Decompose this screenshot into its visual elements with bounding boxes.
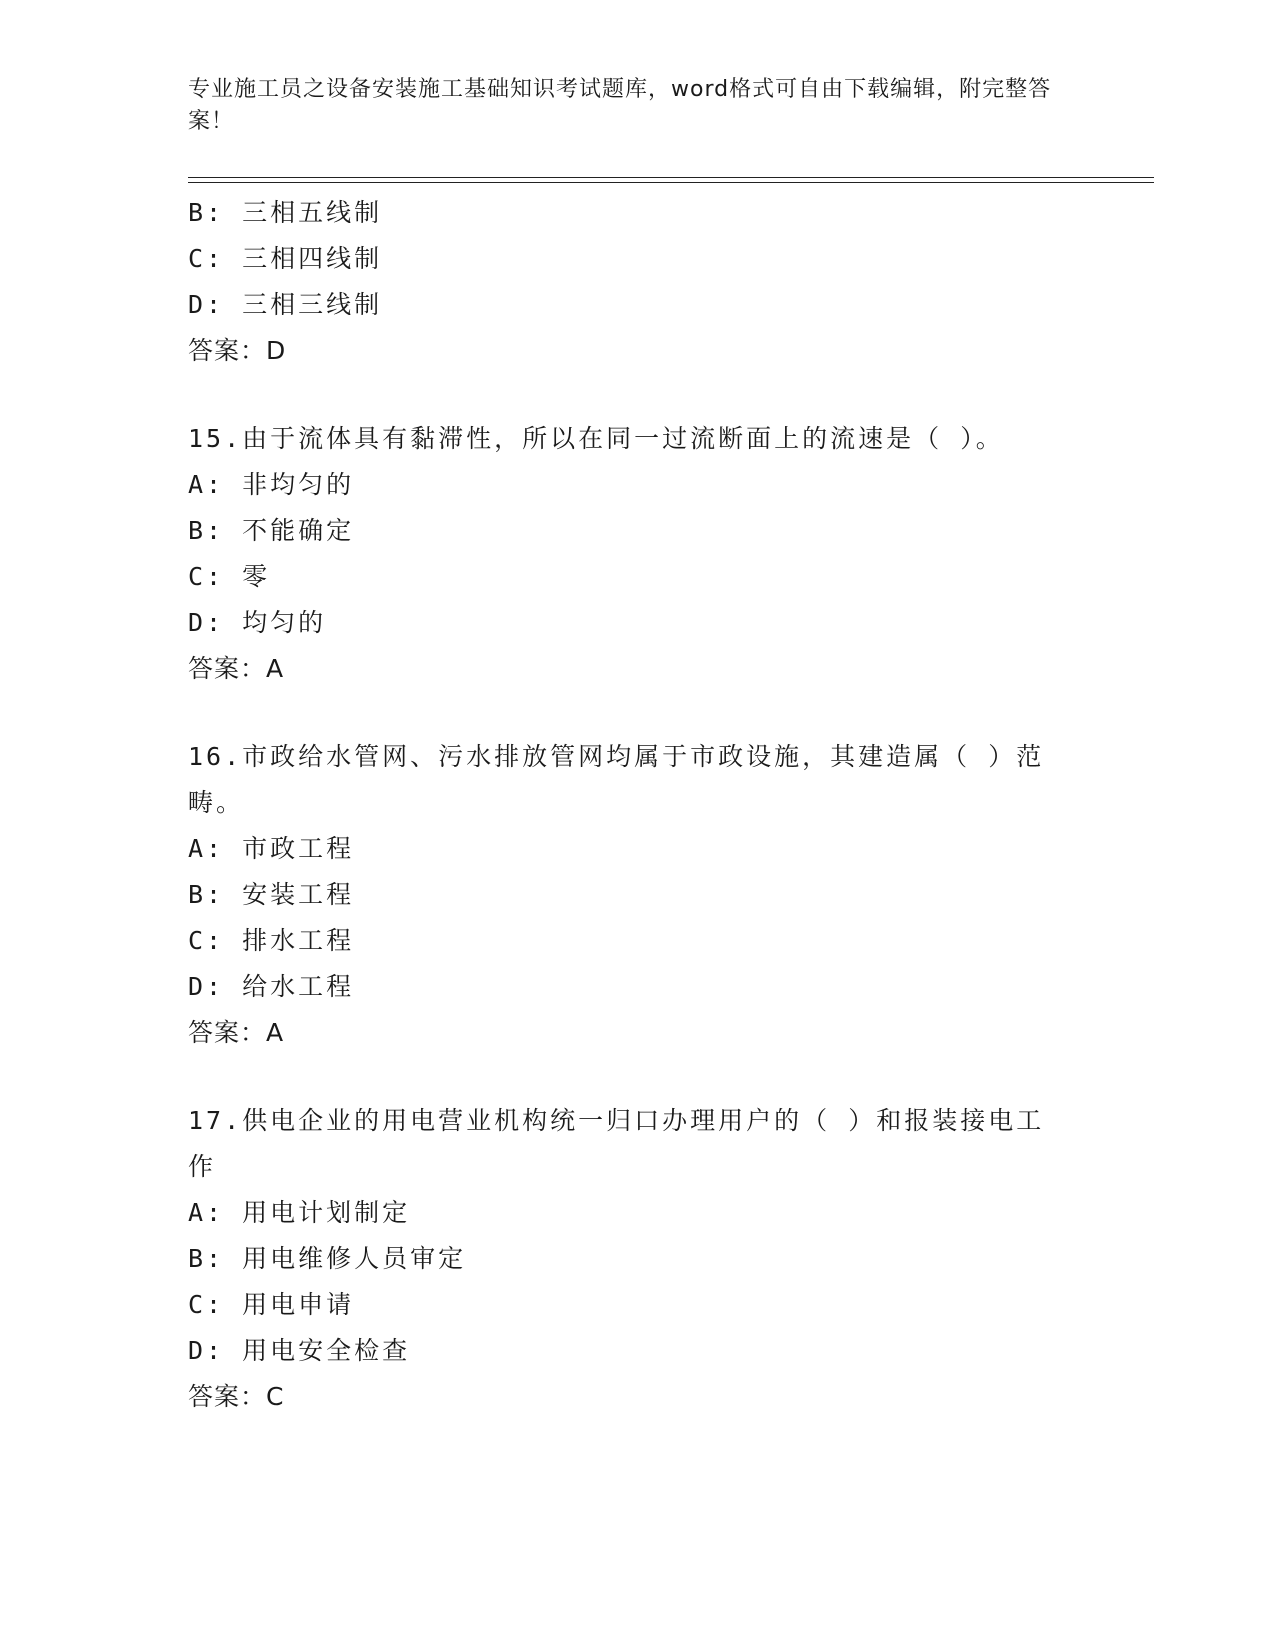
question-14 xyxy=(188,190,1088,374)
option-d: D: 三相三线制 xyxy=(188,290,383,319)
document-header-title: 专业施工员之设备安装施工基础知识考试题库，word格式可自由下载编辑，附完整答案！ xyxy=(188,77,1052,134)
option-a: A: 市政工程 xyxy=(188,834,355,863)
question-17 xyxy=(188,1098,1088,1420)
question-text: 17.供电企业的用电营业机构统一归口办理用户的（ ）和报装接电工作 xyxy=(188,1106,1045,1181)
option-c: C: 排水工程 xyxy=(188,926,355,955)
questions-content xyxy=(188,190,1088,1420)
answer-line: 答案：D xyxy=(188,336,287,365)
question-16 xyxy=(188,734,1088,1056)
option-b: B: 三相五线制 xyxy=(188,198,383,227)
answer-line: 答案：A xyxy=(188,1018,285,1047)
option-c: C: 零 xyxy=(188,562,271,591)
header-rule-bottom xyxy=(188,182,1154,183)
option-b: B: 不能确定 xyxy=(188,516,355,545)
header-rule-top xyxy=(188,177,1154,178)
option-d: D: 均匀的 xyxy=(188,608,327,637)
option-b: B: 用电维修人员审定 xyxy=(188,1244,467,1273)
question-text: 15.由于流体具有黏滞性，所以在同一过流断面上的流速是（ ）。 xyxy=(188,424,1004,453)
answer-line: 答案：A xyxy=(188,654,285,683)
option-b: B: 安装工程 xyxy=(188,880,355,909)
question-15 xyxy=(188,416,1088,692)
option-a: A: 非均匀的 xyxy=(188,470,355,499)
option-c: C: 三相四线制 xyxy=(188,244,383,273)
option-d: D: 用电安全检查 xyxy=(188,1336,411,1365)
question-text: 16.市政给水管网、污水排放管网均属于市政设施，其建造属（ ）范畴。 xyxy=(188,742,1045,817)
option-c: C: 用电申请 xyxy=(188,1290,355,1319)
answer-line: 答案：C xyxy=(188,1382,285,1411)
option-d: D: 给水工程 xyxy=(188,972,355,1001)
option-a: A: 用电计划制定 xyxy=(188,1198,411,1227)
